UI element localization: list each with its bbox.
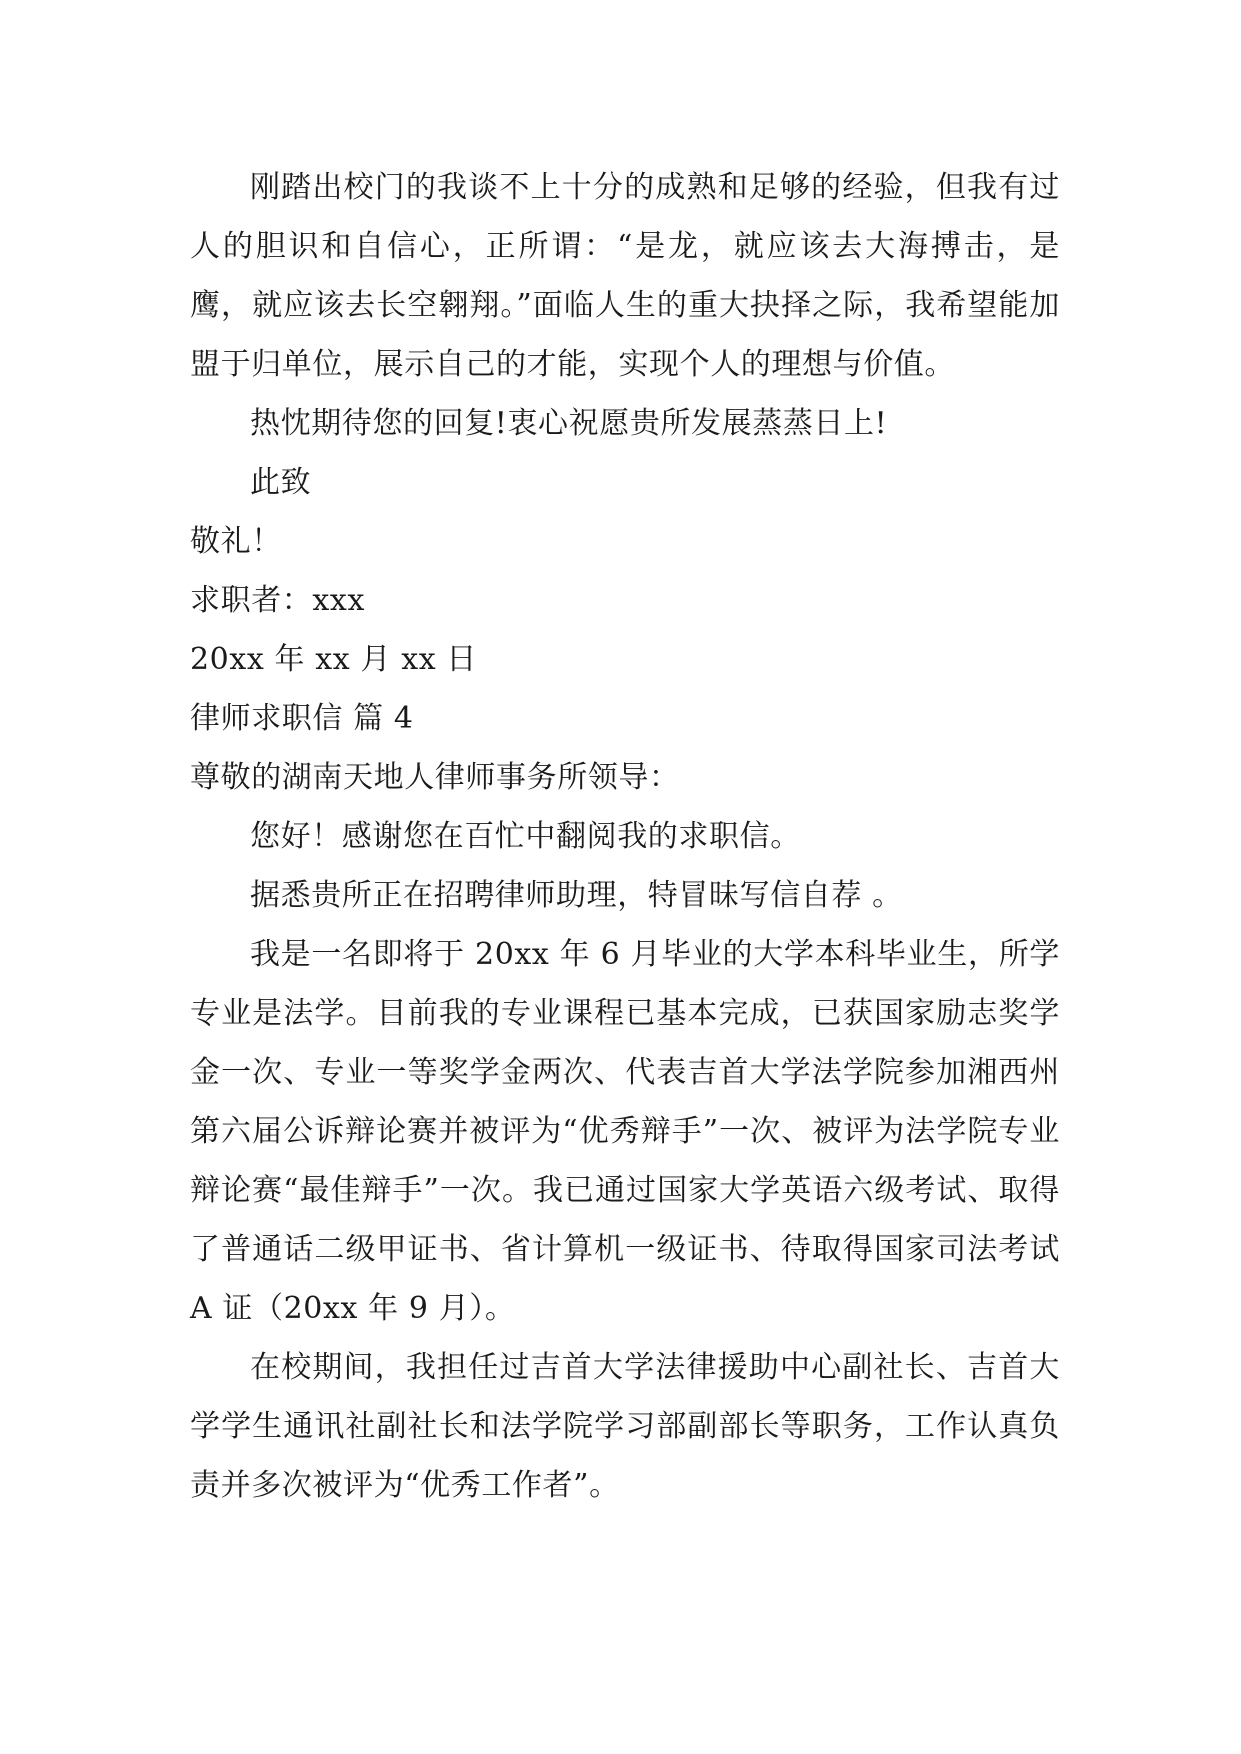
paragraph-education: 我是一名即将于 20xx 年 6 月毕业的大学本科毕业生，所学专业是法学。目前我的专业课程已基本完成，已获国家励志奖学金一次、专业一等奖学金两次、代表吉首大学法学院参加湘西州第六届公诉辩论赛并被评为“优秀辩手”一次、被评为法学院专业辩论赛“最佳辩手”一次。我已通过国家大学英语六级考试、取得了普通话二级甲证书、省计算机一级证书、待取得国家司法考试 A 证（20xx 年 9 月）。 (190, 937, 1060, 1326)
section-heading: 律师求职信 篇 4 (190, 701, 414, 736)
document-body (190, 158, 1060, 1515)
signature-date: 20xx 年 xx 月 xx 日 (190, 642, 477, 677)
paragraph-greeting: 您好！感谢您在百忙中翻阅我的求职信。 (250, 819, 801, 854)
letter-addressee: 尊敬的湖南天地人律师事务所领导： (190, 760, 680, 795)
paragraph-campus-roles: 在校期间，我担任过吉首大学法律援助中心副社长、吉首大学学生通讯社副社长和法学院学习部副部长等职务，工作认真负责并多次被评为“优秀工作者”。 (190, 1350, 1060, 1503)
salutation-cizhi: 此致 (250, 465, 312, 500)
paragraph-closing-wish: 热忱期待您的回复!衷心祝愿贵所发展蒸蒸日上! (250, 406, 888, 441)
paragraph-intent: 据悉贵所正在招聘律师助理，特冒昧写信自荐 。 (250, 878, 903, 913)
paragraph-ambition: 刚踏出校门的我谈不上十分的成熟和足够的经验，但我有过人的胆识和自信心，正所谓：“是龙，就应该去大海搏击，是鹰，就应该去长空翱翔。”面临人生的重大抉择之际，我希望能加盟于归单位，展示自己的才能，实现个人的理想与价值。 (190, 170, 1060, 382)
signature-applicant: 求职者：xxx (190, 583, 365, 618)
salutation-jingli: 敬礼！ (190, 524, 282, 559)
